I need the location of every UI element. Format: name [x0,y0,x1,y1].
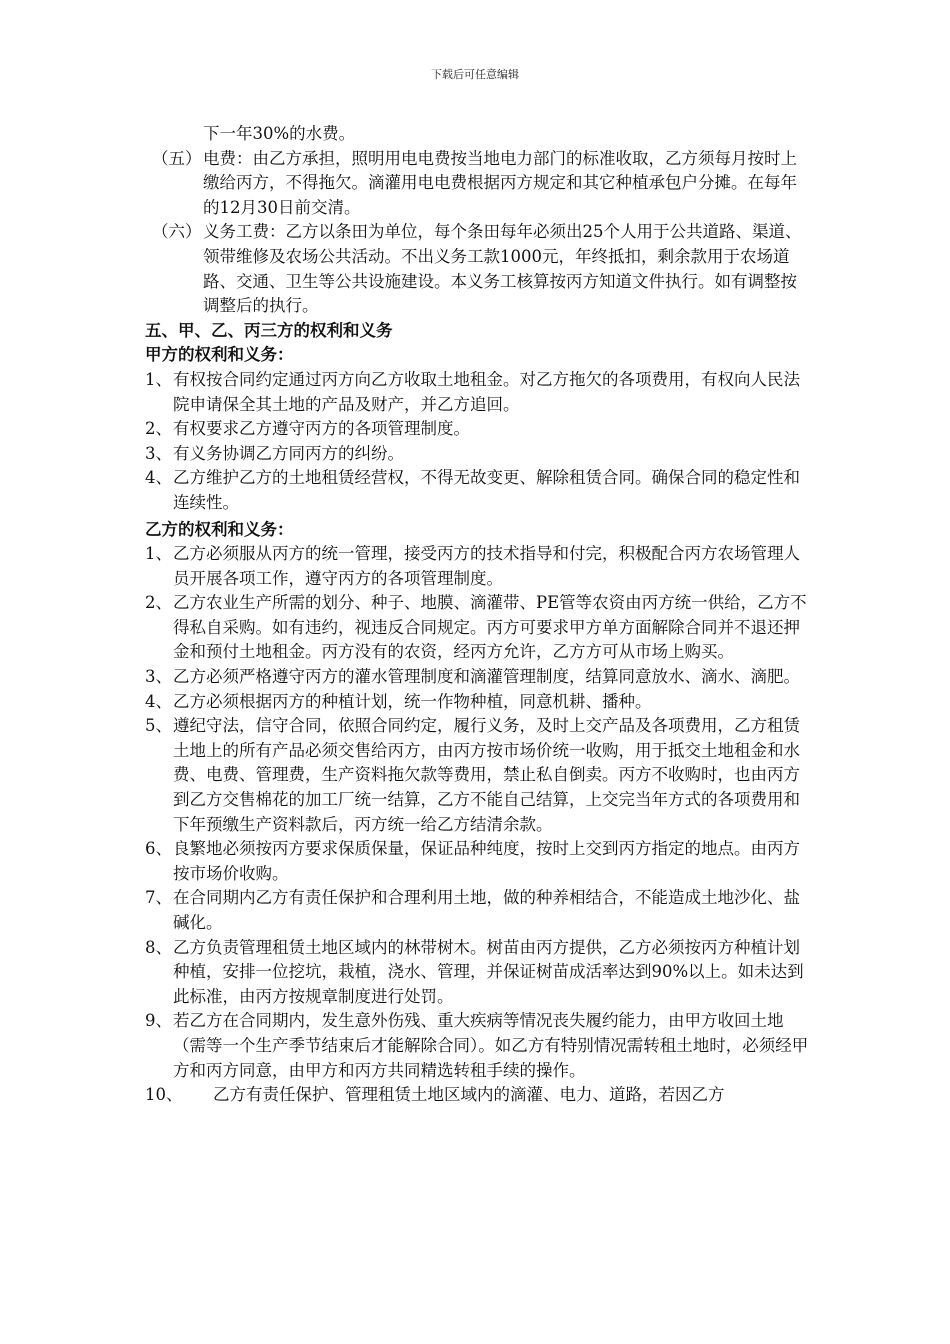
fee-item-5 [145,147,813,221]
item-marker: （六） [152,222,202,242]
party-b-item [145,542,813,591]
item-text: 电费：由乙方承担，照明用电电费按当地电力部门的标准收取，乙方须每月按时上缴给丙方，不得拖欠。滴灌用电电费根据丙方规定和其它种植承包户分摊。在每年的12月30日前交清。 [203,148,797,217]
section-heading: 五、甲、乙、丙三方的权利和义务 [145,320,393,340]
item-marker: 10、 [145,1085,183,1105]
item-text: 乙方有责任保护、管理租赁土地区域内的滴灌、电力、道路，若因乙方 [213,1085,725,1105]
item-text: 乙方必须严格遵守丙方的灌水管理制度和滴灌管理制度，结算同意放水、滴水、滴肥。 [173,667,800,687]
item-marker: 6、 [145,839,172,859]
item-text: 良繁地必须按丙方要求保质保量，保证品种纯度，按时上交到丙方指定的地点。由丙方按市场价收购。 [173,839,800,883]
item-text: 乙方维护乙方的土地租赁经营权，不得无故变更、解除租赁合同。确保合同的稳定性和连续性。 [173,468,800,512]
item-text: 乙方负责管理租赁土地区域内的林带树木。树苗由丙方提供，乙方必须按丙方种植计划种植，安排一位挖坑，栽植，浇水、管理，并保证树苗成活率达到90%以上。如未达到此标准，由丙方按规章制度进行处罚。 [173,937,804,1006]
item-marker: 9、 [145,1011,172,1031]
item-marker: 5、 [145,716,172,736]
item-text: 若乙方在合同期内，发生意外伤残、重大疾病等情况丧失履约能力，由甲方收回土地（需等一个生产季节结束后才能解除合同）。如乙方有特别情况需转租土地时，必须经甲方和丙方同意，由甲方和丙方共同精选转租手续的操作。 [173,1011,809,1080]
party-a-item [145,368,813,417]
party-b-item [145,690,813,715]
item-marker: 1、 [145,369,172,389]
item-marker: （五） [152,148,202,168]
item-marker: 4、 [145,691,172,711]
item-marker: 2、 [145,419,172,439]
party-b-item [145,936,813,1010]
party-a-item [145,417,813,442]
continued-line: 下一年30%的水费。 [203,124,356,143]
item-text: 在合同期内乙方有责任保护和合理利用土地，做的种养相结合，不能造成土地沙化、盐碱化。 [173,888,800,932]
item-marker: 7、 [145,888,172,908]
party-a-heading: 甲方的权利和义务： [145,345,294,365]
party-b-item [145,714,813,837]
page-header: 下载后可任意编辑 [431,68,519,81]
item-text: 义务工费：乙方以条田为单位，每个条田每年必须出25个人用于公共道路、渠道、领带维修及农场公共活动。不出义务工款1000元，年终抵扣，剩余款用于农场道路、交通、卫生等公共设施建设。本义务工核算按丙方知道文件执行。如有调整按调整后的执行。 [203,222,802,316]
party-b-item [145,886,813,935]
party-b-item [145,665,813,690]
item-text: 乙方必须根据丙方的种植计划，统一作物种植，同意机耕、播种。 [173,691,652,711]
item-marker: 3、 [145,443,172,463]
party-b-item [145,1083,813,1108]
item-marker: 3、 [145,667,172,687]
document-body [145,122,813,1108]
party-b-item [145,837,813,886]
party-a-item [145,466,813,515]
item-marker: 8、 [145,937,172,957]
item-marker: 2、 [145,593,172,613]
item-text: 有权按合同约定通过丙方向乙方收取土地租金。对乙方拖欠的各项费用，有权向人民法院申请保全其土地的产品及财产，并乙方追回。 [173,369,800,414]
item-text: 乙方农业生产所需的划分、种子、地膜、滴灌带、PE管等农资由丙方统一供给，乙方不得私自采购。如有违约，视违反合同规定。丙方可要求甲方单方面解除合同并不退还押金和预付土地租金。丙方没有的农资，经丙方允许，乙方方可从市场上购买。 [173,593,807,662]
fee-item-6 [145,220,813,318]
party-b-heading: 乙方的权利和义务： [145,519,294,539]
party-b-item [145,591,813,665]
item-text: 有权要求乙方遵守丙方的各项管理制度。 [173,419,470,439]
item-text: 遵纪守法，信守合同，依照合同约定，履行义务，及时上交产品及各项费用，乙方租赁土地上的所有产品必须交售给丙方，由丙方按市场价统一收购，用于抵交土地租金和水费、电费、管理费，生产资料拖欠款等费用，禁止私自倒卖。丙方不收购时，也由丙方到乙方交售棉花的加工厂统一结算，乙方不能自己结算，上交完当年方式的各项费用和下年预缴生产资料款后，丙方统一给乙方结清余款。 [173,716,800,834]
item-text: 乙方必须服从丙方的统一管理，接受丙方的技术指导和付完，积极配合丙方农场管理人员开展各项工作，遵守丙方的各项管理制度。 [173,544,800,588]
party-a-item [145,442,813,467]
party-b-item [145,1009,813,1083]
item-marker: 1、 [145,544,172,564]
item-text: 有义务协调乙方同丙方的纠纷。 [173,443,404,463]
item-marker: 4、 [145,468,172,488]
